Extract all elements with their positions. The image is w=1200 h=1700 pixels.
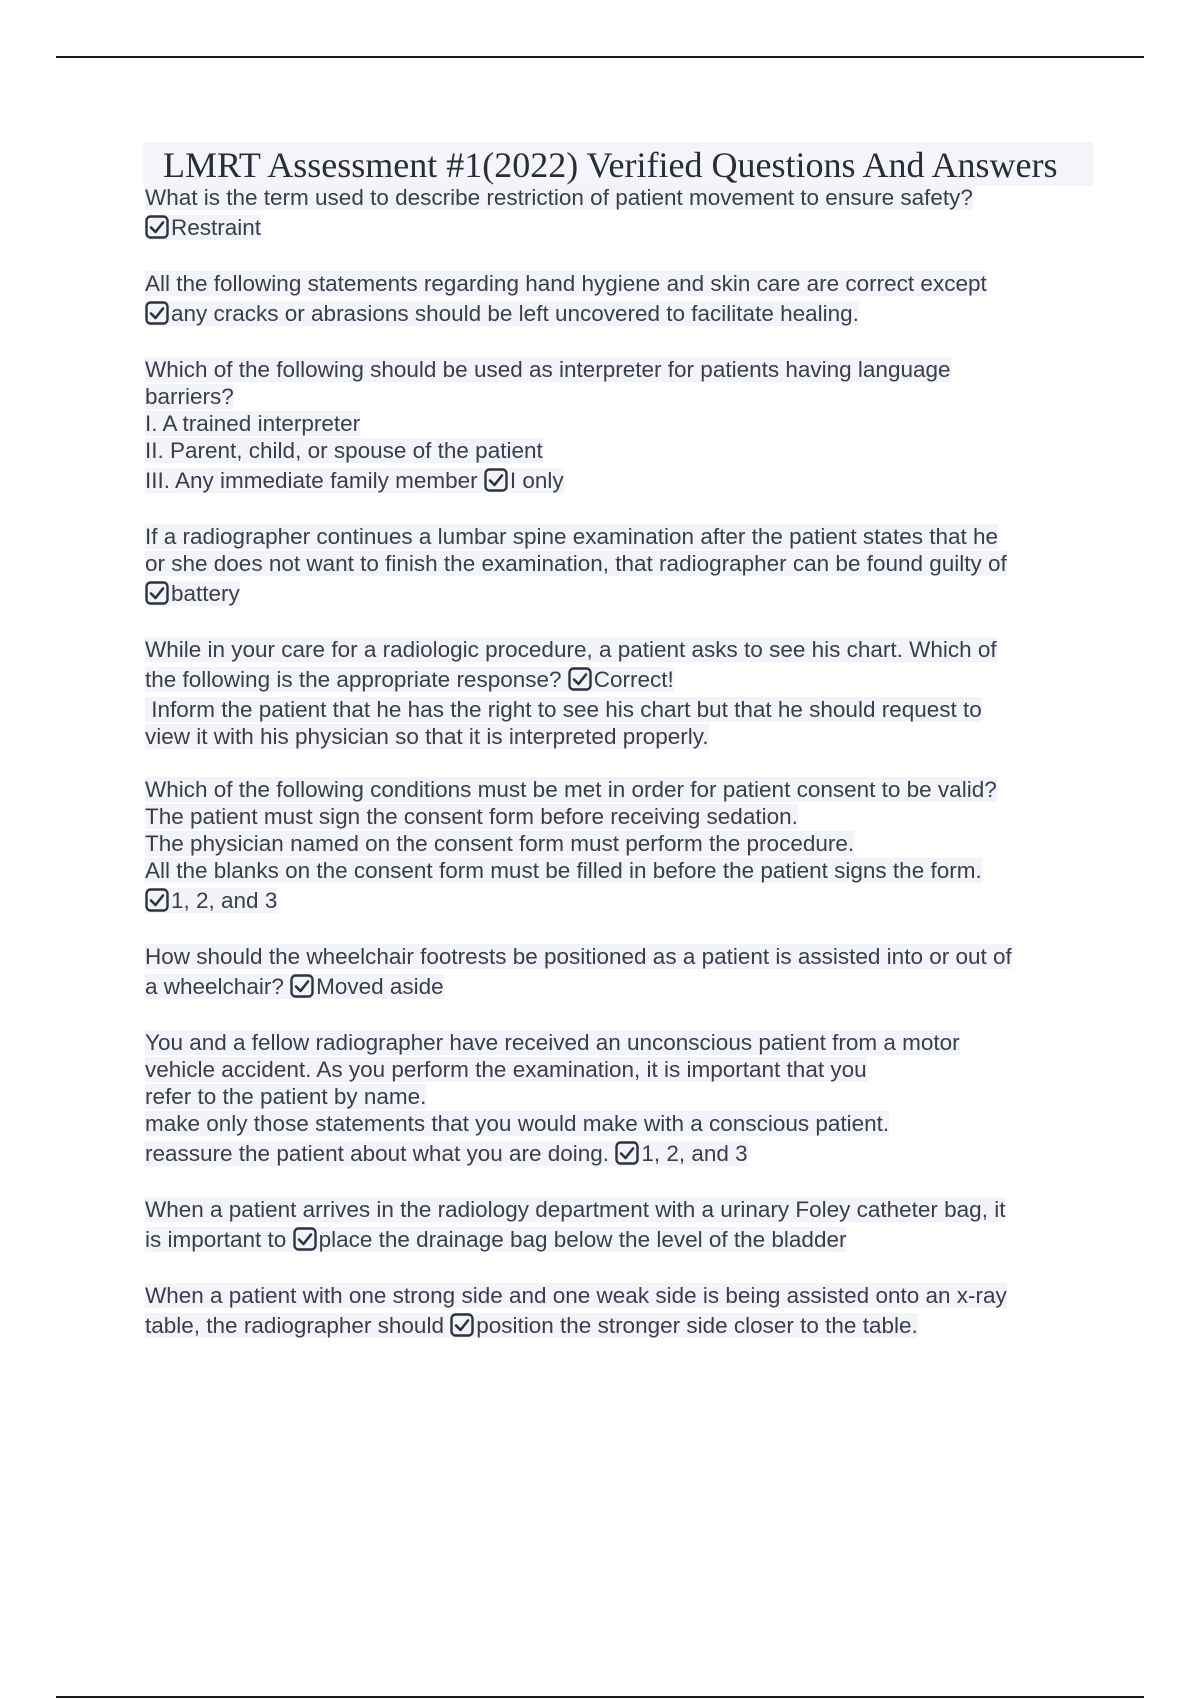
checkbox-checked-icon xyxy=(484,468,508,492)
qa-item xyxy=(145,1282,1085,1342)
checkbox-checked-icon xyxy=(293,1227,317,1251)
question-text: Which of the following should be used as interpreter for patients having language xyxy=(145,357,951,382)
document-body xyxy=(145,142,1085,1368)
answer-text: Moved aside xyxy=(316,974,444,999)
answer-text: view it with his physician so that it is interpreted properly. xyxy=(145,724,709,749)
bottom-rule xyxy=(56,1696,1144,1698)
option-text: III. Any immediate family member xyxy=(145,468,478,493)
qa-item xyxy=(145,523,1085,610)
checkbox-checked-icon xyxy=(145,888,169,912)
answer-text: 1, 2, and 3 xyxy=(641,1141,748,1166)
option-text: refer to the patient by name. xyxy=(145,1084,427,1109)
question-text: table, the radiographer should xyxy=(145,1313,444,1338)
question-text: If a radiographer continues a lumbar spine examination after the patient states that he xyxy=(145,524,999,549)
checkbox-checked-icon xyxy=(290,974,314,998)
qa-item xyxy=(145,184,1085,244)
qa-item xyxy=(145,270,1085,330)
checkbox-checked-icon xyxy=(615,1141,639,1165)
question-text: How should the wheelchair footrests be positioned as a patient is assisted into or out of xyxy=(145,944,1012,969)
checkbox-checked-icon xyxy=(145,215,169,239)
question-text: the following is the appropriate response? xyxy=(145,667,562,692)
qa-item xyxy=(145,636,1085,750)
question-text: barriers? xyxy=(145,384,234,409)
checkbox-checked-icon xyxy=(450,1313,474,1337)
checkbox-checked-icon xyxy=(568,667,592,691)
answer-text: I only xyxy=(509,468,564,493)
answer-text: position the stronger side closer to the table. xyxy=(476,1313,918,1338)
answer-text: Restraint xyxy=(171,215,262,240)
question-text: When a patient with one strong side and one weak side is being assisted onto an x-ray xyxy=(145,1283,1007,1308)
question-text: Which of the following conditions must be met in order for patient consent to be valid? xyxy=(145,777,997,802)
question-text: a wheelchair? xyxy=(145,974,284,999)
answer-text: 1, 2, and 3 xyxy=(171,888,278,913)
question-text: When a patient arrives in the radiology department with a urinary Foley catheter bag, it xyxy=(145,1197,1006,1222)
page-title: LMRT Assessment #1(2022) Verified Questions And Answers xyxy=(143,142,1093,186)
question-text: is important to xyxy=(145,1227,287,1252)
checkbox-checked-icon xyxy=(145,581,169,605)
qa-item xyxy=(145,776,1085,917)
answer-text: Inform the patient that he has the right to see his chart but that he should request to xyxy=(145,697,982,722)
qa-item xyxy=(145,1029,1085,1170)
answer-text: Correct! xyxy=(593,667,674,692)
option-text: The patient must sign the consent form before receiving sedation. xyxy=(145,804,798,829)
option-text: make only those statements that you would make with a conscious patient. xyxy=(145,1111,890,1136)
question-text: All the following statements regarding hand hygiene and skin care are correct except xyxy=(145,271,987,296)
question-text: You and a fellow radiographer have received an unconscious patient from a motor xyxy=(145,1030,960,1055)
question-text: vehicle accident. As you perform the examination, it is important that you xyxy=(145,1057,867,1082)
qa-item xyxy=(145,943,1085,1003)
question-text: While in your care for a radiologic procedure, a patient asks to see his chart. Which of xyxy=(145,637,997,662)
top-rule xyxy=(56,56,1144,58)
checkbox-checked-icon xyxy=(145,301,169,325)
qa-item xyxy=(145,1196,1085,1256)
question-text: or she does not want to finish the examination, that radiographer can be found guilty of xyxy=(145,551,1007,576)
option-text: All the blanks on the consent form must be filled in before the patient signs the form. xyxy=(145,858,982,883)
option-text: reassure the patient about what you are doing. xyxy=(145,1141,610,1166)
answer-text: place the drainage bag below the level of the bladder xyxy=(318,1227,847,1252)
option-text: The physician named on the consent form must perform the procedure. xyxy=(145,831,855,856)
qa-item xyxy=(145,356,1085,497)
answer-text: any cracks or abrasions should be left uncovered to facilitate healing. xyxy=(171,301,859,326)
option-text: II. Parent, child, or spouse of the patient xyxy=(145,438,543,463)
answer-text: battery xyxy=(171,581,240,606)
question-text: What is the term used to describe restriction of patient movement to ensure safety? xyxy=(145,185,973,210)
option-text: I. A trained interpreter xyxy=(145,411,361,436)
